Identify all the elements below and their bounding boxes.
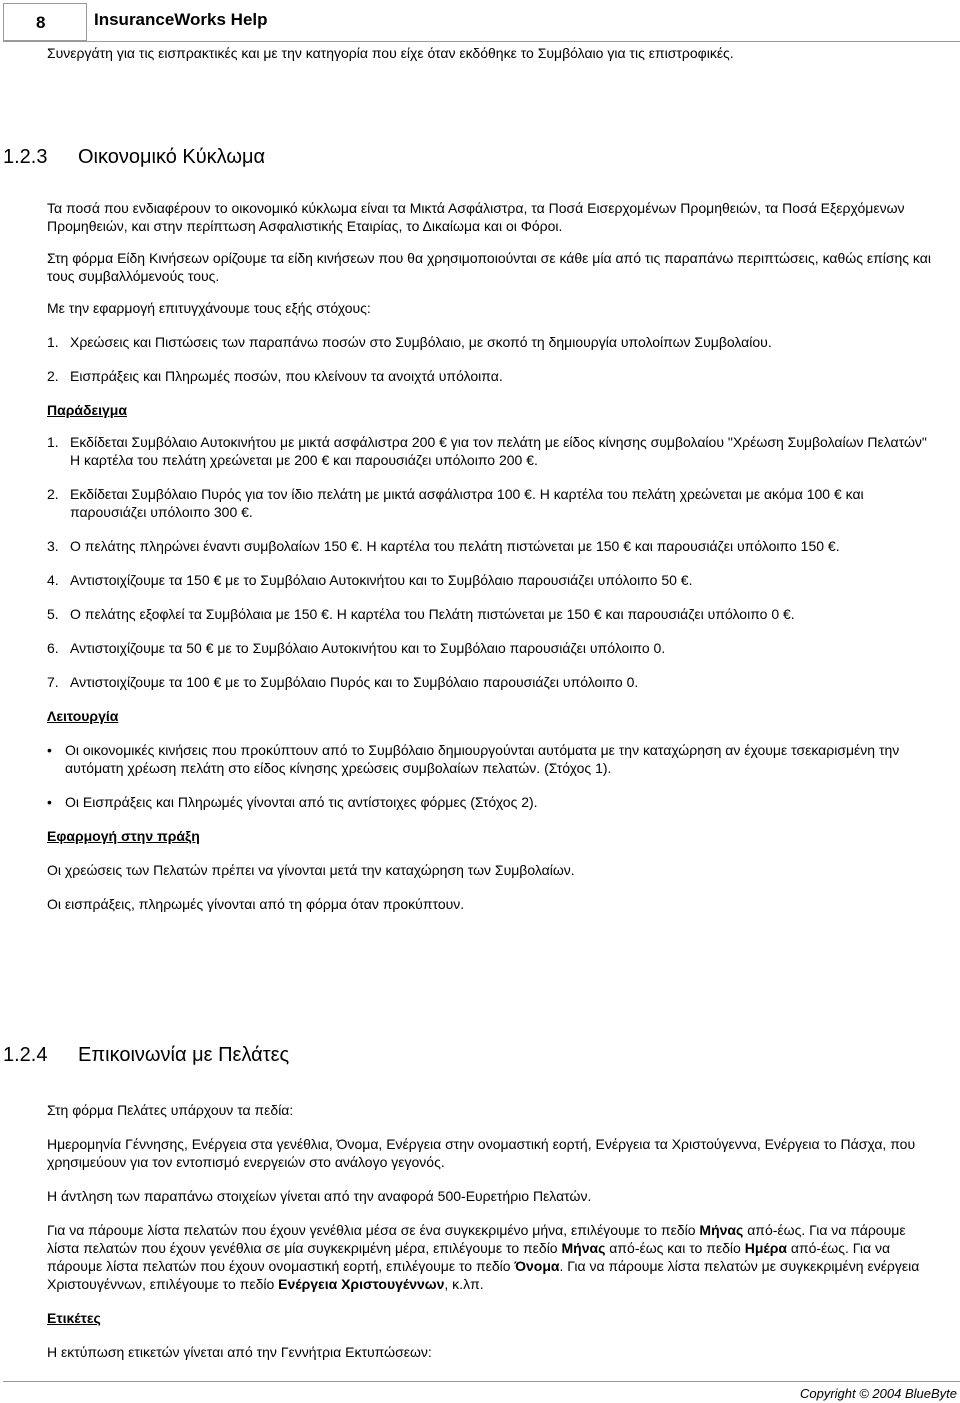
text-run: Για να πάρουμε λίστα πελατών που έχουν γενέθλια μέσα σε ένα συγκεκριμένο μήνα, επιλέγουμε το πεδίο (47, 1222, 700, 1238)
footer-copyright: Copyright © 2004 BlueByte (799, 1386, 957, 1401)
paragraph: Με την εφαρμογή επιτυγχάνουμε τους εξής στόχους: (47, 300, 371, 316)
item-text: Ο πελάτης εξοφλεί τα Συμβόλαια με 150 €. Η καρτέλα του Πελάτη πιστώνεται με 150 € και παρουσιάζει υπόλοιπο 0 €. (70, 606, 795, 622)
bullet-text: Οι οικονομικές κινήσεις που προκύπτουν από το Συμβόλαιο δημιουργούνται αυτόματα με την καταχώρηση αν έχουμε τσεκαρισμένη την αυτόματη χρέωση πελάτη στο είδος κίνησης χρεώσεις συμβολαίων πελατών. (Στόχος 1). (65, 742, 900, 776)
content (47, 44, 937, 62)
bullet-item (47, 793, 937, 811)
section-heading-1-2-3 (3, 145, 265, 169)
item-text: Ο πελάτης πληρώνει έναντι συμβολαίων 150 €. Η καρτέλα του πελάτη πιστώνεται με 150 € και παρουσιάζει υπόλοιπο 150 €. (70, 538, 840, 554)
paragraph: Η εκτύπωση ετικετών γίνεται από την Γεννήτρια Εκτυπώσεων: (47, 1344, 432, 1360)
item-text: Εισπράξεις και Πληρωμές ποσών, που κλείνουν τα ανοιχτά υπόλοιπα. (70, 368, 503, 384)
example-item (47, 571, 937, 589)
text-run: . Για να πάρουμε λίστα πελατών με συγκεκριμένη ενέργεια Χριστουγέννων, επιλέγουμε το πεδίο (47, 1258, 920, 1292)
text-run: από-έως. Για να πάρουμε λίστα πελατών που έχουν ονομαστική εορτή, επιλέγουμε το πεδίο (47, 1240, 891, 1274)
intro-paragraph: Συνεργάτη για τις εισπρακτικές και με την κατηγορία που είχε όταν εκδόθηκε το Συμβόλαιο για τις επιστροφικές. (47, 45, 734, 61)
page-number: 8 (3, 3, 87, 41)
paragraph: Στη φόρμα Είδη Κινήσεων ορίζουμε τα είδη κινήσεων που θα χρησιμοποιούνται σε κάθε μία από τις παραπάνω περιπτώσεις, καθώς επίσης και τους συμβαλλόμενούς τους. (47, 250, 931, 284)
paragraph: Οι χρεώσεις των Πελατών πρέπει να γίνονται μετά την καταχώρηση των Συμβολαίων. (47, 862, 575, 878)
field-name: Ενέργεια Χριστουγέννων (278, 1276, 445, 1292)
field-name: Μήνας (699, 1222, 744, 1238)
paragraph: Τα ποσά που ενδιαφέρουν το οικονομικό κύκλωμα είναι τα Μικτά Ασφάλιστρα, τα Ποσά Εισερχομένων Προμηθειών, τα Ποσά Εξερχόμενων Προμηθειών, και στην περίπτωση Ασφαλιστικής Εταιρίας, το Δικαίωμα και οι Φόροι. (47, 200, 905, 234)
item-number: 2. (47, 486, 59, 502)
example-item (47, 673, 937, 691)
example-item (47, 639, 937, 657)
item-number: 5. (47, 606, 59, 622)
section-title: Οικονομικό Κύκλωμα (78, 146, 266, 168)
item-number: 4. (47, 572, 59, 588)
example-heading: Παράδειγμα (47, 402, 127, 418)
bullet-dot-icon: • (47, 742, 52, 758)
example-item (47, 605, 937, 623)
footer-divider (3, 1381, 960, 1382)
bullet-text: Οι Εισπράξεις και Πληρωμές γίνονται από τις αντίστοιχες φόρμες (Στόχος 2). (65, 794, 538, 810)
item-text: Αντιστοιχίζουμε τα 150 € με το Συμβόλαιο Αυτοκινήτου και το Συμβόλαιο παρουσιάζει υπόλοιπο 50 €. (70, 572, 693, 588)
field-name: Όνομα (514, 1258, 560, 1274)
item-number: 2. (47, 368, 59, 384)
field-name: Μήνας (561, 1240, 606, 1256)
example-item (47, 485, 937, 521)
text-run: από-έως. Για να πάρουμε λίστα πελατών που έχουν γενέθλια σε μία συγκεκριμένη μέρα, επιλέγουμε το πεδίο (47, 1222, 906, 1256)
labels-heading: Ετικέτες (47, 1310, 101, 1326)
bullet-dot-icon: • (47, 794, 52, 810)
section-number: 1.2.3 (3, 146, 48, 168)
text-run: από-έως και το πεδίο (605, 1240, 745, 1256)
item-number: 1. (47, 434, 59, 450)
paragraph: Ημερομηνία Γέννησης, Ενέργεια στα γενέθλια, Όνομα, Ενέργεια στην ονομαστική εορτή, Ενέργεια τα Χριστούγεννα, Ενέργεια το Πάσχα, που χρησιμεύουν για τον εντοπισμό ενεργειών στο ανάλογο γεγονός. (47, 1136, 916, 1170)
goal-item (47, 333, 937, 351)
item-number: 3. (47, 538, 59, 554)
section-number: 1.2.4 (3, 1044, 48, 1066)
paragraph: Η άντληση των παραπάνω στοιχείων γίνεται από την αναφορά 500-Ευρετήριο Πελατών. (47, 1188, 592, 1204)
item-text: Εκδίδεται Συμβόλαιο Αυτοκινήτου με μικτά ασφάλιστρα 200 € για τον πελάτη με είδος κίνησης συμβολαίου "Χρέωση Συμβολαίων Πελατών" Η καρτέλα του πελάτη χρεώνεται με 200 € και παρουσιάζει υπόλοιπο 200 €. (70, 434, 927, 468)
paragraph: Οι εισπράξεις, πληρωμές γίνονται από τη φόρμα όταν προκύπτουν. (47, 896, 465, 912)
item-text: Αντιστοιχίζουμε τα 100 € με το Συμβόλαιο Πυρός και το Συμβόλαιο παρουσιάζει υπόλοιπο 0. (70, 674, 639, 690)
operation-heading: Λειτουργία (47, 708, 119, 724)
item-text: Χρεώσεις και Πιστώσεις των παραπάνω ποσών στο Συμβόλαιο, με σκοπό τη δημιουργία υπολοίπων Συμβολαίου. (70, 334, 772, 350)
section-title: Επικοινωνία με Πελάτες (78, 1044, 290, 1066)
bullet-item (47, 741, 937, 777)
section-1-2-3-body (47, 199, 937, 913)
item-number: 7. (47, 674, 59, 690)
goal-item (47, 367, 937, 385)
paragraph: Στη φόρμα Πελάτες υπάρχουν τα πεδία: (47, 1102, 294, 1118)
header-divider (3, 41, 960, 42)
field-name: Ημέρα (744, 1240, 787, 1256)
section-1-2-4-body (47, 1101, 937, 1361)
section-heading-1-2-4 (3, 1043, 289, 1067)
search-fields-paragraph (47, 1221, 937, 1293)
item-text: Εκδίδεται Συμβόλαιο Πυρός για τον ίδιο πελάτη με μικτά ασφάλιστρα 100 €. Η καρτέλα του πελάτη χρεώνεται με ακόμα 100 € και παρουσιάζει υπόλοιπο 300 €. (70, 486, 864, 520)
item-number: 6. (47, 640, 59, 656)
text-run: , κ.λπ. (444, 1276, 484, 1292)
item-text: Αντιστοιχίζουμε τα 50 € με το Συμβόλαιο Αυτοκινήτου και το Συμβόλαιο παρουσιάζει υπόλοιπο 0. (70, 640, 666, 656)
header-title: InsuranceWorks Help (94, 10, 268, 29)
example-item (47, 537, 937, 555)
practice-heading: Εφαρμογή στην πράξη (47, 828, 200, 844)
example-item (47, 433, 937, 469)
item-number: 1. (47, 334, 59, 350)
